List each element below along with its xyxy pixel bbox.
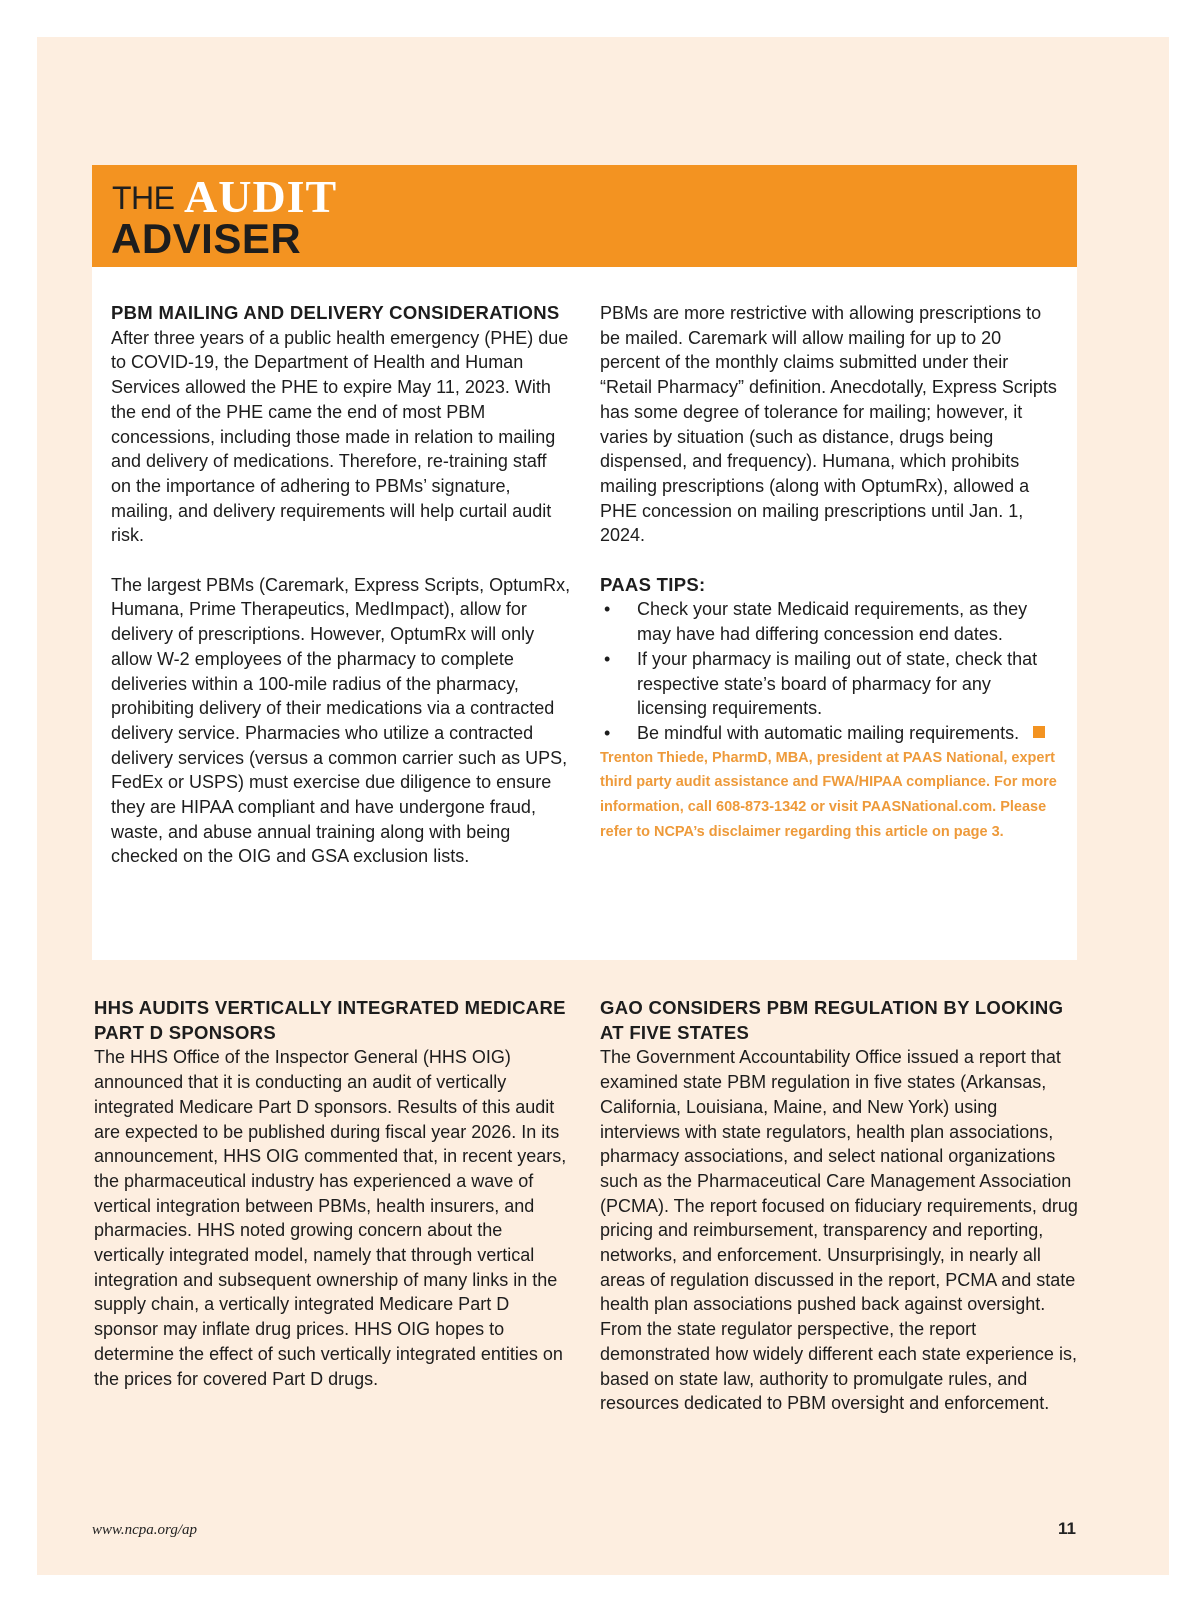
column-title-adviser: ADVISER [111, 215, 302, 262]
article-paragraph: The HHS Office of the Inspector General (HHS OIG) announced that it is conducting an audit of vertically integrated Medicare Part D sponsors. Results of this audit are expected to be published during fiscal year 2026. In its announcement, HHS OIG commented that, in recent years, the pharmaceutical industry has experienced a wave of vertical integration between PBMs, health insurers, and pharmacies. HHS noted growing concern about the vertically integrated model, namely that through vertical integration and subsequent ownership of many links in the supply chain, a vertically integrated Medicare Part D sponsor may inflate drug prices. HHS OIG hopes to determine the effect of such vertically integrated entities on the prices for covered Part D drugs. [94, 1047, 567, 1389]
article-hhs-audits [94, 996, 572, 1391]
article-gao-regulation [600, 996, 1078, 1416]
article-paragraph: PBMs are more restrictive with allowing prescriptions to be mailed. Caremark will allow mailing for up to 20 percent of the monthly claims submitted under their “Retail Pharmacy” definition. Anecdotally, Express Scripts has some degree of tolerance for mailing; however, it varies by situation (such as distance, drugs being dispensed, and frequency). Humana, which prohibits mailing prescriptions (along with OptumRx), allowed a PHE concession on mailing prescriptions until Jan. 1, 2024. [600, 303, 1057, 546]
article-heading: PBM MAILING AND DELIVERY CONSIDERATIONS [111, 302, 560, 323]
article-mailing-left-column [111, 301, 571, 869]
tip-item: • If your pharmacy is mailing out of state, check that respective state’s board of pharmacy for any licensing requirements. [604, 648, 1038, 719]
tips-list [600, 597, 1058, 745]
bullet-icon: • [604, 648, 611, 669]
article-mailing-right-column [600, 301, 1058, 845]
article-heading: GAO CONSIDERS PBM REGULATION BY LOOKING AT FIVE STATES [600, 997, 1064, 1043]
article-paragraph: After three years of a public health emergency (PHE) due to COVID-19, the Department of Health and Human Services allowed the PHE to expire May 11, 2023. With the end of the PHE came the end of most PBM concessions, including those made in relation to mailing and delivery of medications. Therefore, re-training staff on the importance of adhering to PBMs’ signature, mailing, and delivery requirements will help curtail audit risk. [111, 327, 569, 546]
footer-url: www.ncpa.org/ap [92, 1522, 198, 1538]
article-heading: HHS AUDITS VERTICALLY INTEGRATED MEDICARE PART D SPONSORS [94, 997, 566, 1043]
end-square-icon [1033, 726, 1045, 738]
article-paragraph: The largest PBMs (Caremark, Express Scripts, OptumRx, Humana, Prime Therapeutics, MedImpact), allow for delivery of prescriptions. However, OptumRx will only allow W-2 employees of the pharmacy to complete deliveries within a 100-mile radius of the pharmacy, prohibiting delivery of their medications via a contracted delivery service. Pharmacies who utilize a contracted delivery services (versus a common carrier such as UPS, FedEx or USPS) must exercise due diligence to ensure they are HIPAA compliant and have undergone fraud, waste, and abuse annual training along with being checked on the OIG and GSA exclusion lists. [111, 574, 571, 867]
bullet-icon: • [604, 722, 611, 743]
column-title-the: THE [112, 180, 175, 216]
article-paragraph: The Government Accountability Office issued a report that examined state PBM regulation in five states (Arkansas, California, Louisiana, Maine, and New York) using interviews with state regulators, health plan associations, pharmacy associations, and select national organizations such as the Pharmaceutical Care Management Association (PCMA). The report focused on fiduciary requirements, drug pricing and reimbursement, transparency and reporting, networks, and enforcement. Unsurprisingly, in nearly all areas of regulation discussed in the report, PCMA and state health plan associations pushed back against oversight. From the state regulator perspective, the report demonstrated how widely different each state experience is, based on state law, authority to promulgate rules, and resources dedicated to PBM oversight and enforcement. [600, 1047, 1078, 1414]
column-title-audit: AUDIT [184, 171, 338, 222]
tip-item: • Be mindful with automatic mailing requirements. [600, 721, 1058, 746]
tip-item: • Check your state Medicaid requirements, as they may have had differing concession end dates. [604, 599, 1028, 645]
page-number: 11 [1058, 1519, 1076, 1538]
bullet-icon: • [604, 599, 611, 620]
author-credit: Trenton Thiede, PharmD, MBA, president at PAAS National, expert third party audit assistance and FWA/HIPAA compliance. For more information, call 608-873-1342 or visit PAASNational.com. Please refer to NCPA’s disclaimer regarding this article on page 3. [600, 749, 1057, 841]
tips-heading: PAAS TIPS: [600, 573, 706, 595]
